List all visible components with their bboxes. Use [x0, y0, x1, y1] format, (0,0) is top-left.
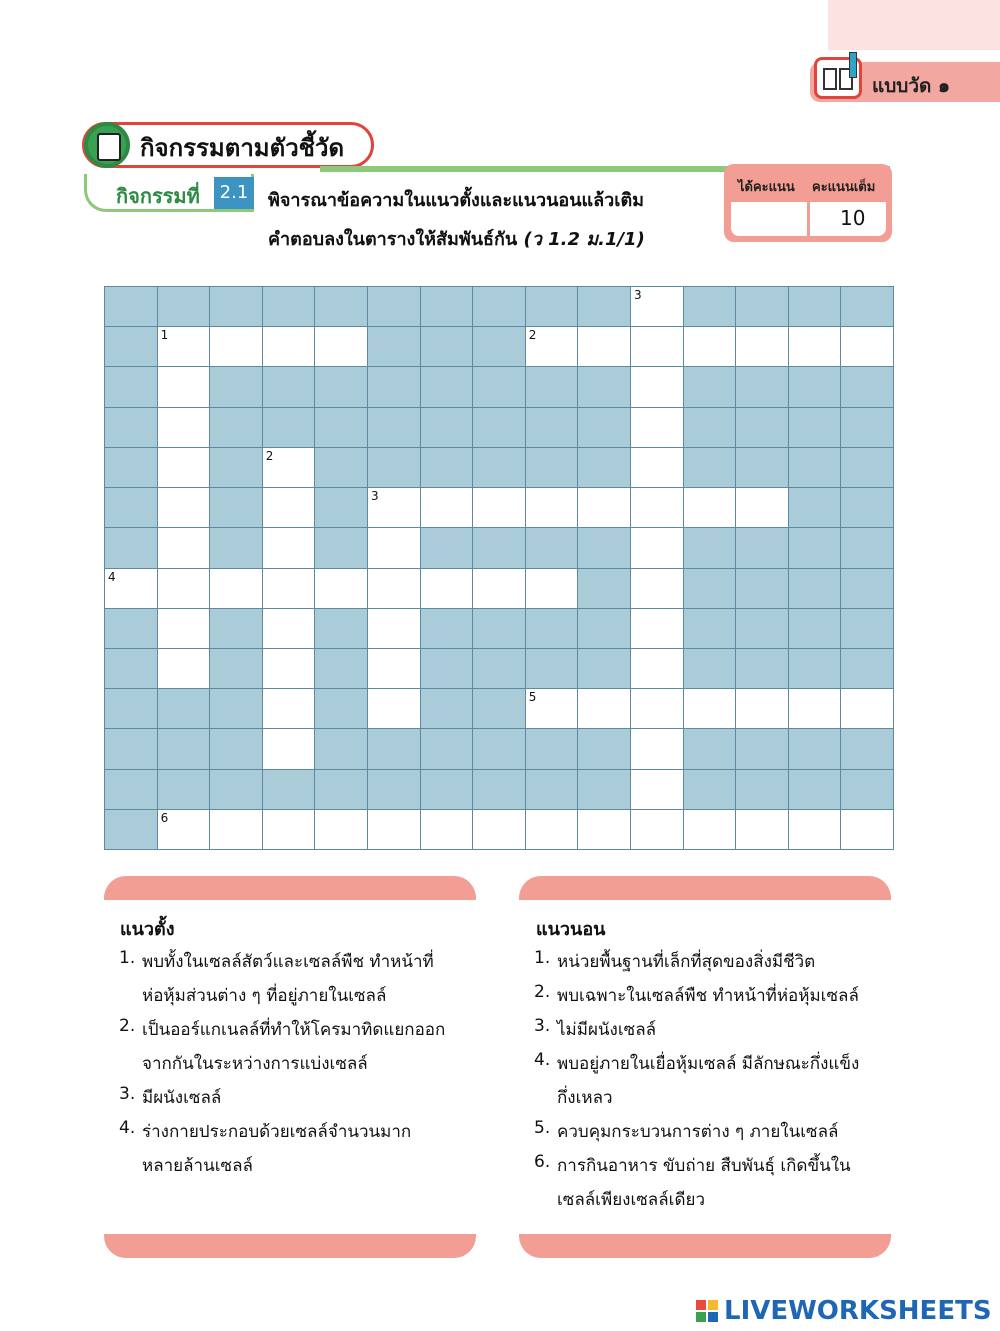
answer-cell[interactable]: [631, 327, 683, 366]
blocked-cell: [105, 770, 157, 809]
footer-brand[interactable]: LIVEWORKSHEETS: [724, 1296, 992, 1326]
clue-text: เป็นออร์แกเนลล์ที่ทำให้โครมาทิดแยกออก: [142, 1020, 446, 1040]
answer-cell[interactable]: [684, 810, 736, 849]
clue-number: 3.: [119, 1084, 136, 1104]
blocked-cell: [263, 287, 315, 326]
blocked-cell: [789, 448, 841, 487]
blocked-cell: [315, 287, 367, 326]
blocked-cell: [473, 408, 525, 447]
answer-cell[interactable]: [736, 327, 788, 366]
clue-text: พบเฉพาะในเซลล์พืช ทำหน้าที่ห่อหุ้มเซลล์: [557, 986, 859, 1006]
score-earned-label: ได้คะแนน: [738, 180, 795, 195]
clue-number: 5: [528, 690, 537, 705]
answer-cell[interactable]: [263, 810, 315, 849]
answer-cell[interactable]: [263, 327, 315, 366]
answer-cell[interactable]: [631, 729, 683, 768]
blocked-cell: [421, 448, 473, 487]
blocked-cell: [368, 448, 420, 487]
blocked-cell: [473, 448, 525, 487]
blocked-cell: [684, 609, 736, 648]
blocked-cell: [315, 770, 367, 809]
clue-number: 2: [528, 328, 537, 343]
blocked-cell: [684, 448, 736, 487]
answer-cell[interactable]: [631, 609, 683, 648]
answer-cell[interactable]: [473, 569, 525, 608]
answer-cell[interactable]: [263, 649, 315, 688]
blocked-cell: [841, 287, 893, 326]
blocked-cell: [789, 770, 841, 809]
section-title: กิจกรรมตามตัวชี้วัด: [140, 134, 345, 162]
blocked-cell: [578, 770, 630, 809]
answer-cell[interactable]: [368, 609, 420, 648]
document-network-icon: [84, 122, 130, 168]
blocked-cell: [684, 528, 736, 567]
answer-cell[interactable]: [210, 810, 262, 849]
blocked-cell: [105, 528, 157, 567]
blocked-cell: [315, 448, 367, 487]
answer-cell[interactable]: [315, 327, 367, 366]
blocked-cell: [736, 367, 788, 406]
answer-cell[interactable]: [789, 689, 841, 728]
answer-cell[interactable]: [263, 729, 315, 768]
answer-cell[interactable]: [315, 810, 367, 849]
answer-cell[interactable]: [158, 528, 210, 567]
blocked-cell: [158, 729, 210, 768]
blocked-cell: [368, 367, 420, 406]
clue-number: 4: [108, 569, 116, 584]
answer-cell[interactable]: [631, 488, 683, 527]
blocked-cell: [841, 770, 893, 809]
answer-cell[interactable]: [158, 327, 210, 366]
blocked-cell: [105, 448, 157, 487]
answer-cell[interactable]: [263, 488, 315, 527]
answer-cell[interactable]: [368, 649, 420, 688]
blocked-cell: [841, 448, 893, 487]
blocked-cell: [315, 528, 367, 567]
blocked-cell: [841, 609, 893, 648]
blocked-cell: [473, 689, 525, 728]
blocked-cell: [158, 287, 210, 326]
blocked-cell: [736, 569, 788, 608]
blocked-cell: [105, 689, 157, 728]
blocked-cell: [841, 488, 893, 527]
blocked-cell: [473, 649, 525, 688]
blocked-cell: [210, 770, 262, 809]
answer-cell[interactable]: [158, 367, 210, 406]
blocked-cell: [841, 649, 893, 688]
answer-cell[interactable]: [578, 488, 630, 527]
activity-label: กิจกรรมที่: [116, 184, 200, 208]
answer-cell[interactable]: [158, 448, 210, 487]
blocked-cell: [841, 408, 893, 447]
answer-cell[interactable]: [684, 488, 736, 527]
blocked-cell: [684, 729, 736, 768]
activity-number: 2.1: [214, 177, 254, 209]
answer-cell[interactable]: [263, 609, 315, 648]
corner-decoration: [828, 0, 1000, 50]
blocked-cell: [736, 609, 788, 648]
answer-cell[interactable]: [526, 488, 578, 527]
answer-cell[interactable]: [263, 689, 315, 728]
blocked-cell: [315, 488, 367, 527]
clue-number: 6: [160, 810, 169, 825]
blocked-cell: [473, 287, 525, 326]
blocked-cell: [684, 649, 736, 688]
blocked-cell: [105, 408, 157, 447]
answer-cell[interactable]: [421, 810, 473, 849]
answer-cell[interactable]: [789, 327, 841, 366]
answer-cell[interactable]: [421, 569, 473, 608]
blocked-cell: [526, 408, 578, 447]
answer-cell[interactable]: [473, 488, 525, 527]
instruction-text: คำตอบลงในตารางให้สัมพันธ์กัน: [268, 229, 518, 250]
clue-text: การกินอาหาร ขับถ่าย สืบพันธุ์ เกิดขึ้นใน: [557, 1156, 851, 1176]
blocked-cell: [210, 729, 262, 768]
blocked-cell: [105, 729, 157, 768]
blocked-cell: [315, 689, 367, 728]
blocked-cell: [421, 367, 473, 406]
clue-text: พบอยู่ภายในเยื่อหุ้มเซลล์ มีลักษณะกึ่งแข็ง: [557, 1054, 860, 1074]
book-icon: [814, 57, 862, 99]
blocked-cell: [578, 609, 630, 648]
blocked-cell: [789, 609, 841, 648]
blocked-cell: [736, 729, 788, 768]
score-earned-field[interactable]: [731, 202, 807, 236]
answer-cell[interactable]: [631, 528, 683, 567]
answer-cell[interactable]: [631, 770, 683, 809]
answer-cell[interactable]: [368, 488, 420, 527]
clue-text: ควบคุมกระบวนการต่าง ๆ ภายในเซลล์: [557, 1122, 839, 1142]
blocked-cell: [263, 367, 315, 406]
answer-cell[interactable]: [578, 689, 630, 728]
across-heading: แนวนอน: [536, 919, 606, 940]
answer-cell[interactable]: [631, 569, 683, 608]
blocked-cell: [105, 287, 157, 326]
answer-cell[interactable]: [526, 810, 578, 849]
answer-cell[interactable]: [368, 810, 420, 849]
answer-cell[interactable]: [368, 528, 420, 567]
clue-number: 2.: [534, 982, 551, 1002]
blocked-cell: [210, 528, 262, 567]
clue-text: เซลล์เพียงเซลล์เดียว: [557, 1190, 706, 1210]
answer-cell[interactable]: [158, 569, 210, 608]
blocked-cell: [789, 729, 841, 768]
blocked-cell: [526, 649, 578, 688]
clue-text: ห่อหุ้มส่วนต่าง ๆ ที่อยู่ภายในเซลล์: [142, 986, 387, 1006]
answer-cell[interactable]: [158, 649, 210, 688]
blocked-cell: [158, 689, 210, 728]
blocked-cell: [789, 367, 841, 406]
blocked-cell: [736, 287, 788, 326]
clue-number: 4.: [534, 1050, 551, 1070]
answer-cell[interactable]: [631, 689, 683, 728]
answer-cell[interactable]: [631, 810, 683, 849]
answer-cell[interactable]: [578, 327, 630, 366]
blocked-cell: [473, 367, 525, 406]
answer-cell[interactable]: [263, 528, 315, 567]
instruction-ref: (ว 1.2 ม.1/1): [523, 229, 645, 250]
score-full-label: คะแนนเต็ม: [812, 180, 876, 195]
blocked-cell: [473, 609, 525, 648]
answer-cell[interactable]: [841, 327, 893, 366]
blocked-cell: [684, 770, 736, 809]
blocked-cell: [841, 528, 893, 567]
blocked-cell: [158, 770, 210, 809]
blocked-cell: [315, 729, 367, 768]
blocked-cell: [105, 609, 157, 648]
blocked-cell: [684, 287, 736, 326]
answer-cell[interactable]: [736, 488, 788, 527]
answer-cell[interactable]: [526, 569, 578, 608]
blocked-cell: [421, 609, 473, 648]
blocked-cell: [315, 649, 367, 688]
blocked-cell: [368, 287, 420, 326]
blocked-cell: [578, 729, 630, 768]
clue-number: 4.: [119, 1118, 136, 1138]
blocked-cell: [526, 729, 578, 768]
blocked-cell: [421, 528, 473, 567]
blocked-cell: [421, 327, 473, 366]
clue-number: 2.: [119, 1016, 136, 1036]
blocked-cell: [421, 689, 473, 728]
blocked-cell: [578, 448, 630, 487]
blocked-cell: [684, 569, 736, 608]
blocked-cell: [473, 528, 525, 567]
blocked-cell: [684, 408, 736, 447]
answer-cell[interactable]: [631, 649, 683, 688]
answer-cell[interactable]: [736, 689, 788, 728]
liveworksheets-logo-icon: [696, 1300, 720, 1324]
answer-cell[interactable]: [105, 569, 157, 608]
answer-cell[interactable]: [421, 488, 473, 527]
blocked-cell: [789, 569, 841, 608]
blocked-cell: [736, 649, 788, 688]
blocked-cell: [578, 528, 630, 567]
answer-cell[interactable]: [473, 810, 525, 849]
blocked-cell: [210, 448, 262, 487]
blocked-cell: [841, 729, 893, 768]
chapter-label: แบบวัด ๑: [872, 75, 951, 97]
blocked-cell: [526, 448, 578, 487]
blocked-cell: [789, 287, 841, 326]
answer-cell[interactable]: [631, 408, 683, 447]
blocked-cell: [368, 327, 420, 366]
blocked-cell: [578, 287, 630, 326]
blocked-cell: [210, 408, 262, 447]
answer-cell[interactable]: [158, 810, 210, 849]
blocked-cell: [736, 448, 788, 487]
blocked-cell: [210, 488, 262, 527]
blocked-cell: [684, 367, 736, 406]
blocked-cell: [210, 609, 262, 648]
instruction-line-2: [268, 224, 645, 253]
blocked-cell: [526, 770, 578, 809]
blocked-cell: [105, 649, 157, 688]
answer-cell[interactable]: [210, 327, 262, 366]
blocked-cell: [368, 408, 420, 447]
blocked-cell: [210, 287, 262, 326]
blocked-cell: [315, 367, 367, 406]
blocked-cell: [578, 408, 630, 447]
blocked-cell: [473, 770, 525, 809]
clue-number: 3: [633, 288, 642, 302]
clue-text: ร่างกายประกอบด้วยเซลล์จำนวนมาก: [142, 1122, 412, 1142]
clue-number: 3: [370, 489, 379, 504]
blocked-cell: [421, 649, 473, 688]
clue-text: หน่วยพื้นฐานที่เล็กที่สุดของสิ่งมีชีวิต: [557, 952, 816, 972]
blocked-cell: [421, 408, 473, 447]
blocked-cell: [578, 367, 630, 406]
clue-number: 1.: [119, 948, 136, 968]
answer-cell[interactable]: [368, 689, 420, 728]
answer-cell[interactable]: [210, 569, 262, 608]
down-heading: แนวตั้ง: [120, 919, 175, 940]
answer-cell[interactable]: [263, 569, 315, 608]
blocked-cell: [368, 729, 420, 768]
answer-cell[interactable]: [684, 689, 736, 728]
crossword-grid: [104, 286, 894, 850]
blocked-cell: [789, 649, 841, 688]
answer-cell[interactable]: [736, 810, 788, 849]
score-full-value: 10: [840, 206, 866, 230]
blocked-cell: [473, 729, 525, 768]
clue-text: พบทั้งในเซลล์สัตว์และเซลล์พืช ทำหน้าที่: [142, 952, 434, 972]
blocked-cell: [368, 770, 420, 809]
clue-number: 2: [265, 448, 274, 463]
blocked-cell: [578, 649, 630, 688]
answer-cell[interactable]: [789, 810, 841, 849]
answer-cell[interactable]: [578, 810, 630, 849]
blocked-cell: [105, 810, 157, 849]
answer-cell[interactable]: [631, 367, 683, 406]
blocked-cell: [736, 528, 788, 567]
clue-number: 1.: [534, 948, 551, 968]
answer-cell[interactable]: [841, 810, 893, 849]
answer-cell[interactable]: [158, 488, 210, 527]
blocked-cell: [105, 327, 157, 366]
clue-number: 6.: [534, 1152, 551, 1172]
clue-text: ไม่มีผนังเซลล์: [557, 1020, 657, 1040]
blocked-cell: [473, 327, 525, 366]
instruction-line-1: พิจารณาข้อความในแนวตั้งและแนวนอนแล้วเติม: [268, 190, 644, 211]
blocked-cell: [578, 569, 630, 608]
blocked-cell: [421, 770, 473, 809]
blocked-cell: [526, 367, 578, 406]
blocked-cell: [841, 569, 893, 608]
blocked-cell: [789, 528, 841, 567]
blocked-cell: [210, 649, 262, 688]
clue-text: หลายล้านเซลล์: [142, 1156, 253, 1176]
clue-number: 3.: [534, 1016, 551, 1036]
blocked-cell: [421, 287, 473, 326]
answer-cell[interactable]: [526, 689, 578, 728]
clue-text: กึ่งเหลว: [557, 1088, 613, 1108]
clue-number: 5.: [534, 1118, 551, 1138]
answer-cell[interactable]: [684, 327, 736, 366]
blocked-cell: [315, 408, 367, 447]
blocked-cell: [210, 367, 262, 406]
blocked-cell: [526, 528, 578, 567]
blocked-cell: [421, 729, 473, 768]
blocked-cell: [736, 770, 788, 809]
answer-cell[interactable]: [631, 448, 683, 487]
blocked-cell: [789, 408, 841, 447]
answer-cell[interactable]: [263, 448, 315, 487]
blocked-cell: [526, 609, 578, 648]
answer-cell[interactable]: [158, 408, 210, 447]
blocked-cell: [263, 770, 315, 809]
blocked-cell: [841, 367, 893, 406]
answer-cell[interactable]: [315, 569, 367, 608]
answer-cell[interactable]: [368, 569, 420, 608]
blocked-cell: [210, 689, 262, 728]
answer-cell[interactable]: [526, 327, 578, 366]
answer-cell[interactable]: [631, 287, 683, 326]
clue-text: จากกันในระหว่างการแบ่งเซลล์: [142, 1054, 368, 1074]
blocked-cell: [263, 408, 315, 447]
clue-number: 1: [160, 328, 169, 343]
clue-text: มีผนังเซลล์: [142, 1088, 222, 1108]
blocked-cell: [526, 287, 578, 326]
answer-cell[interactable]: [841, 689, 893, 728]
blocked-cell: [315, 609, 367, 648]
blocked-cell: [105, 488, 157, 527]
blocked-cell: [105, 367, 157, 406]
answer-cell[interactable]: [158, 609, 210, 648]
blocked-cell: [789, 488, 841, 527]
blocked-cell: [736, 408, 788, 447]
